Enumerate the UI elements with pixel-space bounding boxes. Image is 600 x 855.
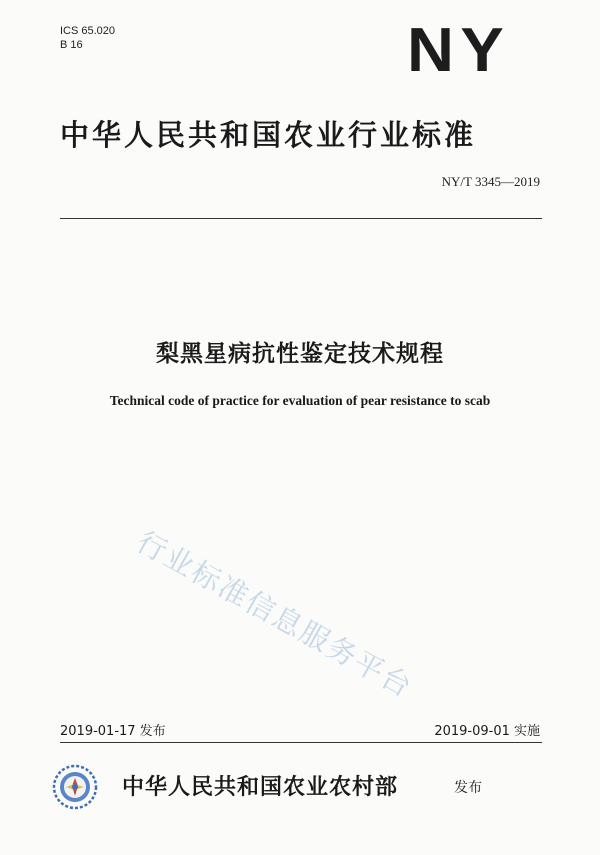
- document-title-en: Technical code of practice for evaluation of pear resistance to scab: [109, 393, 491, 408]
- publish-label: 发布: [454, 780, 482, 796]
- ics-code: ICS 65.020: [60, 25, 116, 37]
- footer-divider: [60, 742, 542, 743]
- issuing-authority: 中华人民共和国农业农村部: [122, 775, 399, 800]
- standard-type-title: 中华人民共和国农业行业标准: [60, 118, 477, 152]
- standard-number: NY/T 3345—2019: [441, 174, 540, 189]
- document-title-cn: 梨黑星病抗性鉴定技术规程: [156, 341, 444, 367]
- implementation-date: 2019-09-01 实施: [434, 724, 540, 739]
- classification-codes: [60, 24, 115, 52]
- header-divider: [60, 218, 542, 219]
- issue-date: 2019-01-17 发布: [60, 724, 166, 739]
- ministry-emblem-icon: [52, 764, 98, 810]
- ccs-code: B 16: [60, 39, 83, 51]
- ny-logo: NY: [407, 16, 511, 85]
- watermark: 行业标准信息服务平台: [131, 524, 419, 705]
